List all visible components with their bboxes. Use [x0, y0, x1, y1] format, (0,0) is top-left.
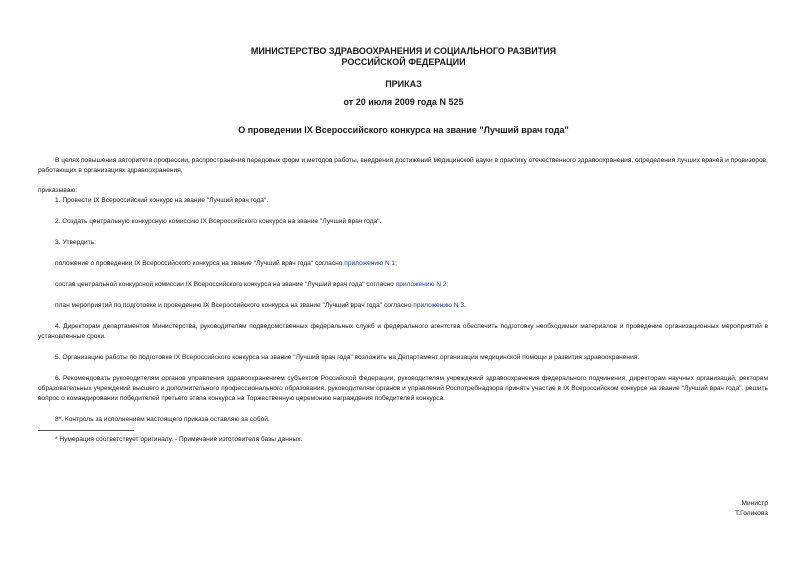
signature-name: Т.Голикова [734, 510, 768, 517]
subitem-appendix-1 [55, 259, 397, 269]
subitem-2-end: ; [446, 281, 449, 288]
footnote: * Нумерация соответствует оригиналу. - Примечание изготовителя базы данных. [55, 436, 303, 443]
item-8: 8*. Контроль за исполнением настоящего приказа оставляю за собой. [55, 416, 270, 423]
subitem-3-end: . [464, 302, 466, 309]
ministry-name-line2: РОССИЙСКОЙ ФЕДЕРАЦИИ [341, 57, 466, 67]
subitem-appendix-3 [55, 301, 466, 311]
appendix-1-link[interactable]: приложению N 1 [344, 260, 396, 267]
order-word: приказываю: [38, 187, 78, 194]
document-type: ПРИКАЗ [385, 79, 422, 89]
item-4: 4. Директорам департаментов Министерства, руководителям подведомственных федеральных служб и федерального агентства обеспечить подготовку необходимых материалов и проведение организационных мероприятий в установленные сроки. [38, 323, 768, 340]
footnote-divider [38, 430, 134, 431]
item-3: 3. Утвердить: [55, 239, 96, 246]
subitem-appendix-2 [55, 280, 448, 290]
item-1: 1. Провести IX Всероссийский конкурс на звание "Лучший врач года". [55, 197, 269, 204]
subitem-3-text: план мероприятий по подготовке и проведению IX Всероссийского конкурса на звание "Лучший врач года" согласно [55, 302, 414, 309]
subitem-1-end: ; [395, 260, 397, 267]
item-2: 2. Создать центральную конкурсную комиссию IX Всероссийского конкурса на звание "Лучший врач года". [55, 218, 382, 225]
document-date-number: от 20 июля 2009 года N 525 [343, 97, 464, 107]
appendix-3-link[interactable]: приложению N 3 [413, 302, 465, 309]
item-6: 6. Рекомендовать руководителям органов управления здравоохранением субъектов Российской Федерации, руководителям учреждений здравоохранения федерального подчинения, директорам научных организаций, ректорам образовательных учреждений высшего и дополнительного профессионального образования, руководителям органов и управлений Роспотребнадзора принять участие в IX Всероссийском конкурсе на звание "Лучший врач года", решить вопрос о командировании победителей третьего этапа конкурса на Торжественную церемонию награждения победителей конкурса. [38, 375, 768, 402]
subitem-2-text: состав центральной конкурсной комиссии IX Всероссийского конкурса на звание "Лучший врач года" согласно [55, 281, 396, 288]
ministry-name-line1: МИНИСТЕРСТВО ЗДРАВООХРАНЕНИЯ И СОЦИАЛЬНОГО РАЗВИТИЯ [250, 46, 557, 56]
signature-position: Министр [741, 500, 768, 507]
document-title: О проведении IX Всероссийского конкурса на звание "Лучший врач года" [238, 125, 569, 135]
subitem-1-text: положение о проведении IX Всероссийского конкурса на звание "Лучший врач года" согласно [55, 260, 345, 267]
preamble-paragraph: В целях повышения авторитета профессии, распространения передовых форм и методов работы, внедрения достижений медицинской науки в практику отечественного здравоохранения, определения лучших врачей и провизоров, работающих в организациях здравоохранения, [38, 157, 768, 174]
appendix-2-link[interactable]: приложению N 2 [395, 281, 447, 288]
item-5: 5. Организацию работы по подготовке IX Всероссийского конкурса на звание "Лучший врач года" возложить на Департамент организации медицинской помощи и развития здравоохранения. [55, 354, 640, 361]
